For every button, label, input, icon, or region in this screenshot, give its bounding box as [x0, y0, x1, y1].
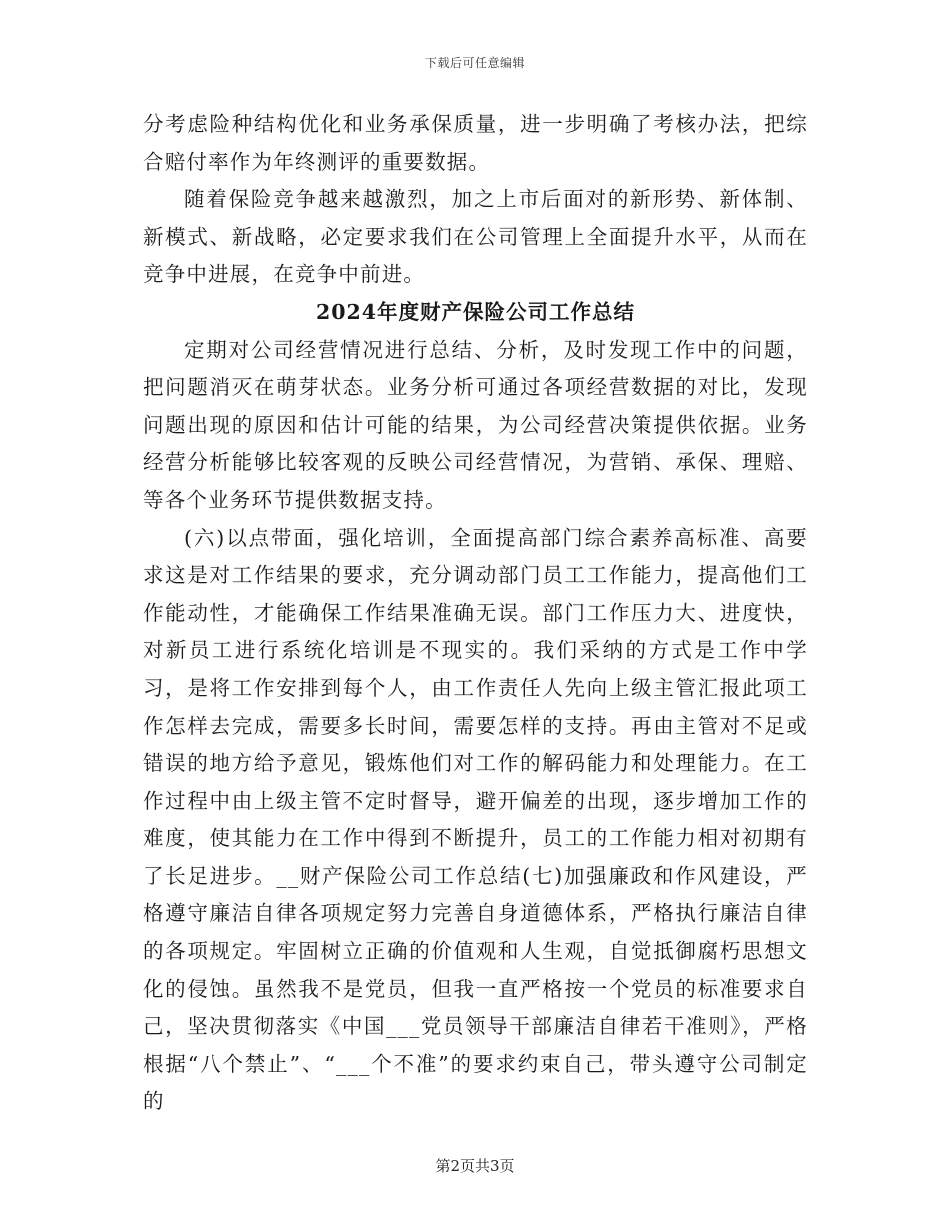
document-body — [143, 106, 808, 1121]
paragraph-1: 分考虑险种结构优化和业务承保质量，进一步明确了考核办法，把综合赔付率作为年终测评的重要数据。 — [143, 112, 808, 174]
paragraph-3: 定期对公司经营情况进行总结、分析，及时发现工作中的问题，把问题消灭在萌芽状态。业务分析可通过各项经营数据的对比，发现问题出现的原因和估计可能的结果，为公司经营决策提供依据。业务经营分析能够比较客观的反映公司经营情况，为营销、承保、理赔、等各个业务环节提供数据支持。 — [143, 337, 808, 512]
paragraph-4: (六)以点带面，强化培训，全面提高部门综合素养高标准、高要求这是对工作结果的要求，充分调动部门员工工作能力，提高他们工作能动性，才能确保工作结果准确无误。部门工作压力大、进度快，对新员工进行系统化培训是不现实的。我们采纳的方式是工作中学习，是将工作安排到每个人，由工作责任人先向上级主管汇报此项工作怎样去完成，需要多长时间，需要怎样的支持。再由主管对不足或错误的地方给予意见，锻炼他们对工作的解码能力和处理能力。在工作过程中由上级主管不定时督导，避开偏差的出现，逐步增加工作的难度，使其能力在工作中得到不断提升，员工的工作能力相对初期有了长足进步。__财产保险公司工作总结(七)加强廉政和作风建设，严格遵守廉洁自律各项规定努力完善自身道德体系，严格执行廉洁自律的各项规定。牢固树立正确的价值观和人生观，自觉抵御腐朽思想文化的侵蚀。虽然我不是党员，但我一直严格按一个党员的标准要求自己，坚决贯彻落实《中国___党员领导干部廉洁自律若干准则》，严格根据“八个禁止”、“___个不准”的要求约束自己，带头遵守公司制定的 — [143, 525, 808, 1114]
paragraph-2: 随着保险竞争越来越激烈，加之上市后面对的新形势、新体制、新模式、新战略，必定要求我们在公司管理上全面提升水平，从而在竞争中进展，在竞争中前进。 — [143, 187, 808, 287]
section-title: 2024年度财产保险公司工作总结 — [315, 299, 636, 324]
header-note: 下载后可任意编辑 — [424, 56, 525, 70]
page-number: 第2页共3页 — [435, 1157, 515, 1175]
